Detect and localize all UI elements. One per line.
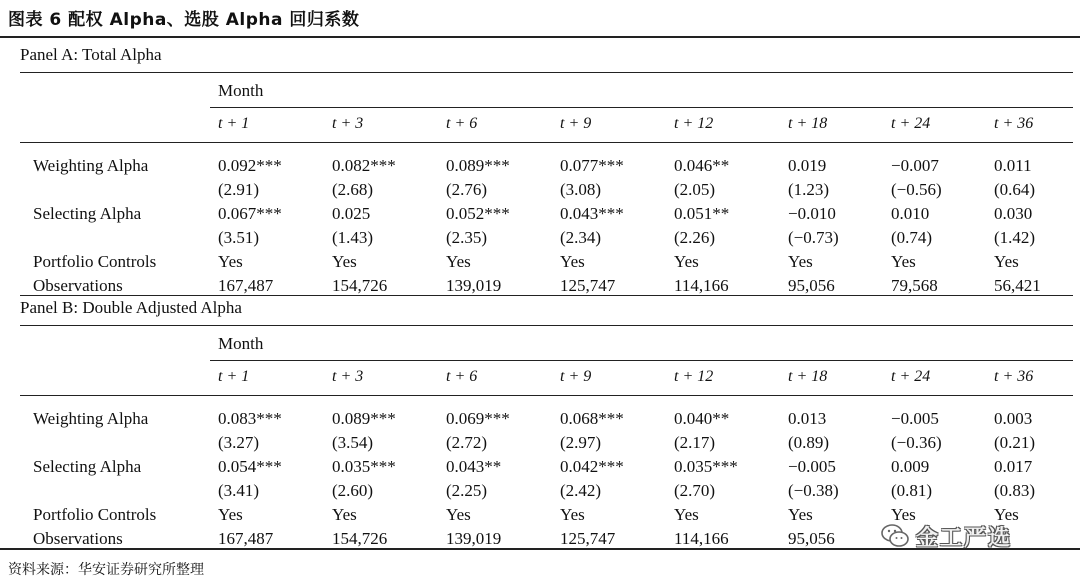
source-note: 资料来源：华安证券研究所整理 xyxy=(8,562,204,578)
month-rule xyxy=(210,360,1073,361)
table-cell: (2.60) xyxy=(332,481,374,500)
table-cell: (−0.36) xyxy=(891,433,942,452)
row-label: Observations xyxy=(33,529,123,548)
month-label: Month xyxy=(218,334,264,353)
table-cell: Yes xyxy=(218,252,243,271)
table-cell: (0.21) xyxy=(994,433,1036,452)
table-cell: (2.35) xyxy=(446,228,488,247)
table-cell: 0.030 xyxy=(994,204,1033,223)
column-header: t + 9 xyxy=(560,115,592,132)
column-header: t + 18 xyxy=(788,115,828,132)
table-cell: 0.017 xyxy=(994,457,1033,476)
table-cell: 0.011 xyxy=(994,156,1032,175)
table-cell: −0.010 xyxy=(788,204,836,223)
column-header: t + 6 xyxy=(446,368,478,385)
header-rule xyxy=(20,395,1073,396)
table-cell: (2.68) xyxy=(332,180,374,199)
table-cell: 0.035*** xyxy=(674,457,738,476)
table-cell: (−0.73) xyxy=(788,228,839,247)
table-cell: Yes xyxy=(788,252,813,271)
table-cell: 0.092*** xyxy=(218,156,282,175)
watermark xyxy=(880,519,1060,553)
table-cell: (3.54) xyxy=(332,433,374,452)
row-label: Portfolio Controls xyxy=(33,505,157,524)
table-cell: 125,747 xyxy=(560,529,616,548)
table-cell: −0.005 xyxy=(891,409,939,428)
wechat-icon xyxy=(880,521,910,551)
table-cell: 154,726 xyxy=(332,276,388,295)
column-header: t + 1 xyxy=(218,368,250,385)
table-cell: (2.17) xyxy=(674,433,716,452)
table-cell: 79,568 xyxy=(891,276,938,295)
table-cell: (−0.56) xyxy=(891,180,942,199)
table-cell: 0.082*** xyxy=(332,156,396,175)
panel-rule-top xyxy=(20,72,1073,73)
table-cell: Yes xyxy=(218,505,243,524)
table-cell: (1.42) xyxy=(994,228,1036,247)
table-cell: Yes xyxy=(560,252,585,271)
column-header: t + 9 xyxy=(560,368,592,385)
table-cell: Yes xyxy=(994,252,1019,271)
table-cell: 0.025 xyxy=(332,204,371,223)
table-cell: 139,019 xyxy=(446,276,502,295)
table-cell: (1.23) xyxy=(788,180,830,199)
table-cell: 114,166 xyxy=(674,529,729,548)
table-cell: 0.077*** xyxy=(560,156,624,175)
month-label: Month xyxy=(218,81,264,100)
top-rule xyxy=(0,36,1080,38)
table-cell: (2.70) xyxy=(674,481,716,500)
column-header: t + 3 xyxy=(332,368,364,385)
table-cell: 0.010 xyxy=(891,204,930,223)
table-cell: (3.27) xyxy=(218,433,260,452)
panel-title: Panel A: Total Alpha xyxy=(20,45,162,64)
table-cell: Yes xyxy=(674,505,699,524)
column-header: t + 6 xyxy=(446,115,478,132)
table-cell: Yes xyxy=(446,252,471,271)
column-header: t + 36 xyxy=(994,368,1034,385)
table-cell: 95,056 xyxy=(788,529,835,548)
row-label: Weighting Alpha xyxy=(33,156,149,175)
table-cell: (3.51) xyxy=(218,228,260,247)
panel-title: Panel B: Double Adjusted Alpha xyxy=(20,298,242,317)
table-cell: (2.42) xyxy=(560,481,602,500)
table-cell: 0.069*** xyxy=(446,409,510,428)
table-cell: Yes xyxy=(891,505,916,524)
table-cell: Yes xyxy=(891,252,916,271)
column-header: t + 18 xyxy=(788,368,828,385)
table-cell: 0.068*** xyxy=(560,409,624,428)
table-cell: 0.046** xyxy=(674,156,730,175)
table-cell: 167,487 xyxy=(218,276,274,295)
table-cell: 0.003 xyxy=(994,409,1033,428)
header-rule xyxy=(20,142,1073,143)
table-cell: 0.089*** xyxy=(332,409,396,428)
table-cell: (0.83) xyxy=(994,481,1036,500)
table-cell: 167,487 xyxy=(218,529,274,548)
table-cell: 0.035*** xyxy=(332,457,396,476)
table-cell: (0.74) xyxy=(891,228,933,247)
table-cell: 0.043*** xyxy=(560,204,624,223)
table-cell: 0.043** xyxy=(446,457,502,476)
figure-title: 图表 6 配权 Alpha、选股 Alpha 回归系数 xyxy=(8,10,360,30)
table-cell: (0.81) xyxy=(891,481,933,500)
panel-rule-top xyxy=(20,325,1073,326)
table-cell: Yes xyxy=(332,252,357,271)
table-cell: 0.009 xyxy=(891,457,930,476)
row-label: Selecting Alpha xyxy=(33,204,142,223)
table-cell: (2.76) xyxy=(446,180,488,199)
table-cell: 154,726 xyxy=(332,529,388,548)
table-cell: (−0.38) xyxy=(788,481,839,500)
month-rule xyxy=(210,107,1073,108)
table-cell: (2.34) xyxy=(560,228,602,247)
table-cell: Yes xyxy=(446,505,471,524)
table-cell: 0.019 xyxy=(788,156,827,175)
table-cell: (2.25) xyxy=(446,481,488,500)
table-cell: 139,019 xyxy=(446,529,502,548)
watermark-text: 金工严选 xyxy=(916,526,1013,551)
table-cell: 0.051** xyxy=(674,204,730,223)
table-cell: 0.013 xyxy=(788,409,827,428)
table-cell: 0.054*** xyxy=(218,457,282,476)
table-cell: 0.042*** xyxy=(560,457,624,476)
table-cell: (2.91) xyxy=(218,180,260,199)
table-cell: 114,166 xyxy=(674,276,729,295)
table-cell: (2.72) xyxy=(446,433,488,452)
column-header: t + 1 xyxy=(218,115,250,132)
column-header: t + 12 xyxy=(674,115,714,132)
table-cell: −0.007 xyxy=(891,156,939,175)
table-cell: Yes xyxy=(788,505,813,524)
table-cell: 0.052*** xyxy=(446,204,510,223)
table-cell: Yes xyxy=(332,505,357,524)
panel-rule-bottom xyxy=(20,295,1073,296)
table-cell: (0.64) xyxy=(994,180,1036,199)
table-cell: 0.067*** xyxy=(218,204,282,223)
column-header: t + 24 xyxy=(891,368,931,385)
table-cell: Yes xyxy=(674,252,699,271)
table-cell: (1.43) xyxy=(332,228,374,247)
table-cell: Yes xyxy=(994,505,1019,524)
column-header: t + 3 xyxy=(332,115,364,132)
table-cell: 0.040** xyxy=(674,409,730,428)
table-cell: (3.41) xyxy=(218,481,260,500)
table-cell: (2.97) xyxy=(560,433,602,452)
row-label: Observations xyxy=(33,276,123,295)
table-cell: 95,056 xyxy=(788,276,835,295)
column-header: t + 12 xyxy=(674,368,714,385)
table-cell: 125,747 xyxy=(560,276,616,295)
table-cell: 56,421 xyxy=(994,276,1041,295)
table-cell: (2.05) xyxy=(674,180,716,199)
table-cell: −0.005 xyxy=(788,457,836,476)
table-cell: (2.26) xyxy=(674,228,716,247)
row-label: Selecting Alpha xyxy=(33,457,142,476)
table-cell: 0.083*** xyxy=(218,409,282,428)
table-cell: 0.089*** xyxy=(446,156,510,175)
row-label: Portfolio Controls xyxy=(33,252,157,271)
column-header: t + 36 xyxy=(994,115,1034,132)
table-cell: Yes xyxy=(560,505,585,524)
table-cell: (0.89) xyxy=(788,433,830,452)
table-cell: (3.08) xyxy=(560,180,602,199)
column-header: t + 24 xyxy=(891,115,931,132)
row-label: Weighting Alpha xyxy=(33,409,149,428)
